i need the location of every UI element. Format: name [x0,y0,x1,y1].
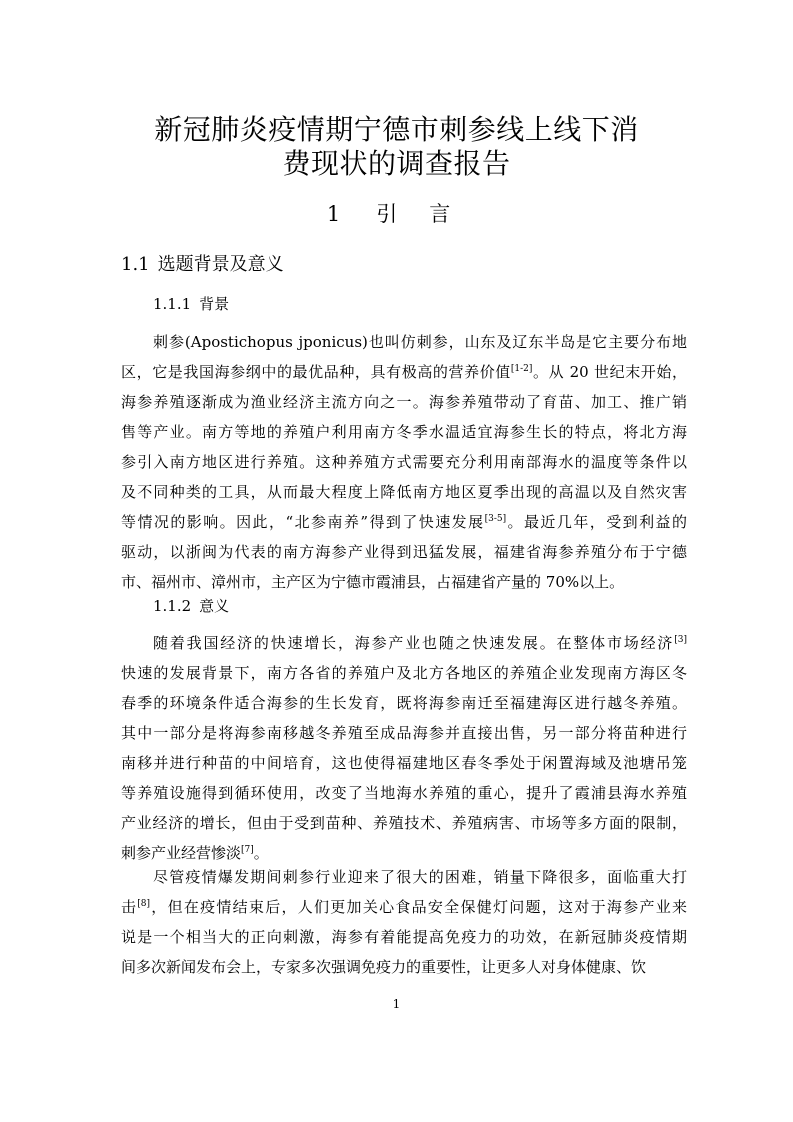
line-text: 参引入南方地区进行养殖。这种养殖方式需要充分利用南部海水的温度等条件以 [121,453,687,471]
line-text-continued: 。 [253,844,269,862]
line-text: 等养殖设施得到循环使用，改变了当地海水养殖的重心，提升了霞浦县海水养殖 [121,784,687,802]
line-text: 区，它是我国海参纲中的最优品种，具有极高的营养价值 [121,363,511,381]
paragraph-line [121,567,687,597]
page-number: 1 [392,997,401,1011]
line-text: 等情况的影响。因此，“北参南养”得到了快速发展 [121,513,485,531]
line-text: 快速的发展背景下，南方各省的养殖户及北方各地区的养殖企业发现南方海区冬 [121,664,687,682]
document-title-line-2: 费现状的调查报告 [282,147,511,180]
line-text: 市、福州市、漳州市，主产区为宁德市霞浦县，占福建省产量的 70%以上。 [121,573,625,591]
paragraph-line [121,327,687,357]
line-text-continued: ，但在疫情结束后，人们更加关心食品安全保健灯问题，这对于海参产业来 [150,898,687,916]
paragraph-line [121,658,687,688]
paragraph-line [121,862,687,892]
paragraph-line [121,748,687,778]
paragraph-line [121,688,687,718]
line-text: 春季的环境条件适合海参的生长发育，既将海参南迁至福建海区进行越冬养殖。 [121,694,687,712]
paragraph-significance-1 [121,628,687,868]
subsection-number: 1.1.1 [153,295,192,313]
line-text: 驱动，以浙闽为代表的南方海参产业得到迅猛发展，福建省海参养殖分布于宁德 [121,543,687,561]
citation-marker: [3-5] [484,514,507,524]
document-title-line-1: 新冠肺炎疫情期宁德市刺参线上线下消 [154,113,639,146]
citation-marker: [1-2] [510,364,533,374]
paragraph-significance-2 [121,862,687,982]
citation-marker: [3] [674,635,687,645]
citation-marker: [7] [241,845,254,855]
chapter-number: 1 [326,202,341,226]
chapter-title-char-1: 引 [376,202,398,226]
paragraph-line [121,808,687,838]
paragraph-line [121,417,687,447]
subsection-number: 1.1.2 [153,597,192,615]
section-number: 1.1 [121,254,150,275]
line-text: 随着我国经济的快速增长，海参产业也随之快速发展。在整体市场经济 [153,634,675,652]
paragraph-line [121,357,687,387]
line-text: 产业经济的增长，但由于受到苗种、养殖技术、养殖病害、市场等多方面的限制， [121,814,687,832]
line-text-continued: 。从 20 世纪末开始， [532,363,687,381]
chapter-title-char-2: 言 [429,202,451,226]
line-text: 击 [121,898,138,916]
line-text: 及不同种类的工具，从而最大程度上降低南方地区夏季出现的高温以及自然灾害 [121,483,687,501]
paragraph-background [121,327,687,597]
line-text: 南移并进行种苗的中间培育，这也使得福建地区春冬季处于闲置海域及池塘吊笼 [121,754,687,772]
line-text: 尽管疫情爆发期间刺参行业迎来了很大的困难，销量下降很多，面临重大打 [153,868,687,886]
line-text: 其中一部分是将海参南移越冬养殖至成品海参并直接出售，另一部分将苗种进行 [121,724,687,742]
paragraph-line [121,952,687,982]
subsection-heading-significance [153,596,229,616]
paragraph-line [121,507,687,537]
subsection-heading-background [153,294,229,314]
line-text: 间多次新闻发布会上，专家多次强调免疫力的重要性，让更多人对身体健康、饮 [121,958,647,976]
paragraph-line [121,537,687,567]
section-heading [121,253,284,277]
paragraph-line [121,447,687,477]
chapter-heading [0,200,793,228]
line-text: 海参养殖逐渐成为渔业经济主流方向之一。海参养殖带动了育苗、加工、推广销 [121,393,687,411]
line-text: 刺参(Apostichopus jponicus)也叫仿刺参，山东及辽东半岛是它主要分布地 [153,333,687,351]
paragraph-line [121,718,687,748]
paragraph-line [121,477,687,507]
line-text: 刺参产业经营惨淡 [121,844,242,862]
line-text: 售等产业。南方等地的养殖户利用南方冬季水温适宜海参生长的特点，将北方海 [121,423,687,441]
subsection-title: 意义 [199,597,230,615]
paragraph-line [121,778,687,808]
paragraph-line [121,922,687,952]
paragraph-line [121,387,687,417]
paragraph-line [121,628,687,658]
paragraph-line [121,892,687,922]
subsection-title: 背景 [199,295,230,313]
line-text: 说是一个相当大的正向刺激，海参有着能提高免疫力的功效，在新冠肺炎疫情期 [121,928,687,946]
section-title: 选题背景及意义 [157,254,284,275]
citation-marker: [8] [137,899,151,909]
line-text-continued: 。最近几年，受到利益的 [506,513,687,531]
